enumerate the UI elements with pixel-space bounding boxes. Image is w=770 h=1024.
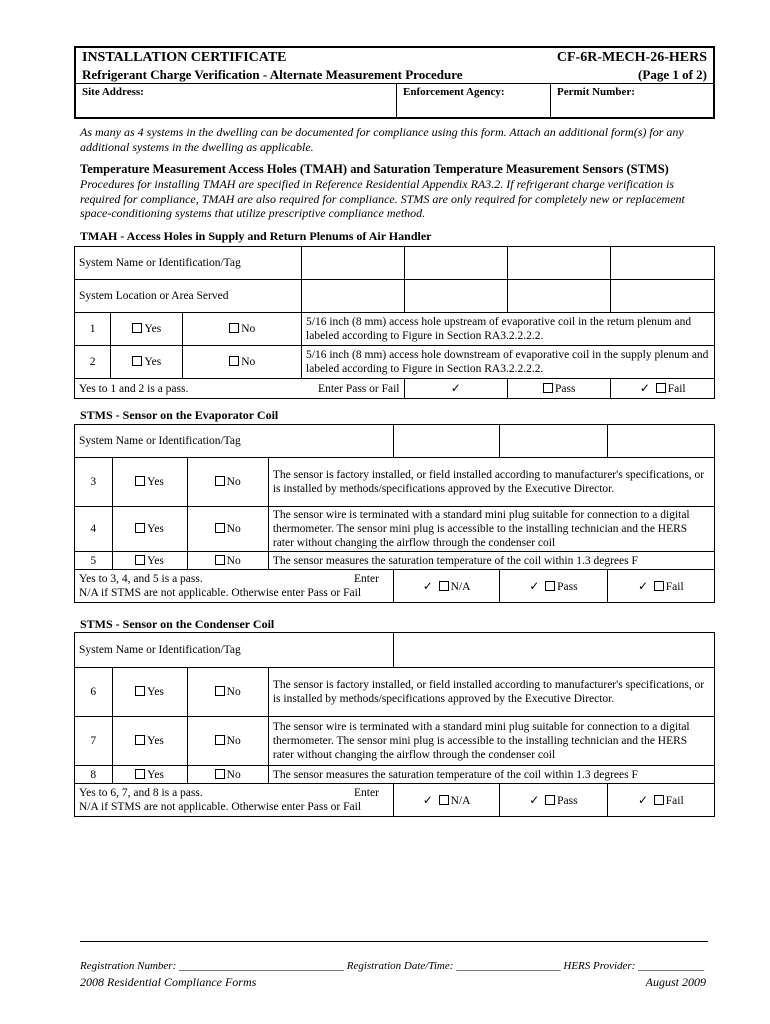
yes-checkbox[interactable]: Yes	[112, 668, 187, 717]
tmah-heading: Temperature Measurement Access Holes (TMAH) and Saturation Temperature Measurement Sensors (STMS)	[80, 162, 669, 176]
system-name-input[interactable]	[404, 247, 507, 280]
system-location-input[interactable]	[404, 280, 507, 313]
pass-checkbox[interactable]: ✓ Pass	[500, 784, 607, 817]
enter-label: Enter	[354, 787, 379, 799]
requirement-text: The sensor wire is terminated with a standard mini plug suitable for connection to a digital thermometer. The sensor mini plug is accessible to the installing technician and the HERS rater without changing the airflow through the condenser coil	[268, 507, 714, 552]
system-name-input[interactable]	[607, 425, 714, 458]
tmah-procedure: Procedures for installing TMAH are specified in Reference Residential Appendix RA3.2. If refrigerant charge verification is required for compliance, TMAH are also required for compliance. STMS are only required for completely new or replacement space-conditioning systems that utilize prescriptive compliance method.	[80, 177, 685, 220]
check-icon: ✓	[422, 792, 433, 807]
yes-checkbox[interactable]: Yes	[112, 552, 187, 570]
pass-checkbox[interactable]: Pass	[507, 379, 610, 399]
section2-title: STMS - Sensor on the Evaporator Coil	[80, 408, 279, 422]
system-location-label: System Location or Area Served	[75, 280, 302, 313]
fail-checkbox[interactable]: ✓ Fail	[611, 379, 715, 399]
enter-pass-fail-label: Enter Pass or Fail	[302, 379, 404, 399]
row-number: 2	[75, 346, 111, 379]
row-number: 1	[75, 313, 111, 346]
requirement-text: The sensor is factory installed, or field installed according to manufacturer's specifications, or is installed by methods/specifications approved by the Executive Director.	[268, 668, 714, 717]
permit-number-field[interactable]: Permit Number:	[557, 86, 635, 98]
system-name-label: System Name or Identification/Tag	[75, 425, 269, 458]
check-icon: ✓	[637, 578, 649, 593]
yes-checkbox[interactable]: Yes	[112, 766, 187, 784]
no-checkbox[interactable]: No	[183, 346, 302, 379]
footer-divider	[80, 941, 708, 942]
check-icon: ✓	[529, 792, 540, 807]
fail-checkbox[interactable]: ✓ Fail	[607, 570, 714, 603]
na-rule: N/A if STMS are not applicable. Otherwise enter Pass or Fail	[79, 801, 362, 813]
form-title: INSTALLATION CERTIFICATE	[82, 50, 287, 65]
site-address-field[interactable]: Site Address:	[82, 86, 144, 98]
system-name-label: System Name or Identification/Tag	[75, 633, 394, 668]
row-number: 6	[75, 668, 113, 717]
yes-checkbox[interactable]: Yes	[112, 458, 187, 507]
pass-rule-cell	[75, 570, 394, 603]
no-checkbox[interactable]: No	[183, 313, 302, 346]
section1-title: TMAH - Access Holes in Supply and Return Plenums of Air Handler	[80, 229, 432, 243]
system-name-input[interactable]	[607, 633, 714, 668]
requirement-text: 5/16 inch (8 mm) access hole downstream of evaporative coil in the supply plenum and labeled according to Figure in Section RA3.2.2.2.2.	[302, 346, 715, 379]
pass-rule: Yes to 6, 7, and 8 is a pass.	[79, 787, 203, 799]
requirement-text: The sensor measures the saturation temperature of the coil within 1.3 degrees F	[268, 552, 714, 570]
row-number: 3	[75, 458, 113, 507]
pass-rule-cell	[75, 784, 394, 817]
condenser-table	[74, 632, 715, 817]
intro-text: As many as 4 systems in the dwelling can be documented for compliance using this form. Attach an additional form(s) for any additional systems in the dwelling as applicable.	[80, 125, 684, 154]
no-checkbox[interactable]: No	[187, 458, 268, 507]
requirement-text: The sensor is factory installed, or field installed according to manufacturer's specifications, or is installed by methods/specifications approved by the Executive Director.	[268, 458, 714, 507]
no-checkbox[interactable]: No	[187, 668, 268, 717]
row-number: 8	[75, 766, 113, 784]
enforcement-agency-field[interactable]: Enforcement Agency:	[403, 86, 505, 98]
row-number: 5	[75, 552, 113, 570]
check-icon: ✓	[422, 578, 433, 593]
requirement-text: The sensor wire is terminated with a standard mini plug suitable for connection to a digital thermometer. The sensor mini plug is accessible to the installing technician and the HERS rater without changing the airflow through the condenser coil	[268, 717, 714, 766]
check-icon: ✓	[637, 792, 649, 807]
no-checkbox[interactable]: No	[187, 552, 268, 570]
system-location-input[interactable]	[611, 280, 715, 313]
no-checkbox[interactable]: No	[187, 717, 268, 766]
system-name-input[interactable]	[393, 425, 499, 458]
system-name-input[interactable]	[500, 425, 607, 458]
evaporator-table	[74, 424, 715, 603]
yes-checkbox[interactable]: Yes	[111, 346, 183, 379]
check-icon: ✓	[450, 381, 461, 395]
na-checkbox[interactable]: ✓ N/A	[393, 570, 499, 603]
requirement-text: 5/16 inch (8 mm) access hole upstream of evaporative coil in the return plenum and labeled according to Figure in Section RA3.2.2.2.2.	[302, 313, 715, 346]
na-rule: N/A if STMS are not applicable. Otherwise enter Pass or Fail	[79, 587, 362, 599]
fail-checkbox[interactable]: ✓ Fail	[607, 784, 714, 817]
yes-checkbox[interactable]: Yes	[112, 507, 187, 552]
na-checkbox[interactable]: ✓ N/A	[393, 784, 499, 817]
certificate-header	[74, 46, 715, 119]
system-location-input[interactable]	[507, 280, 610, 313]
no-checkbox[interactable]: No	[187, 507, 268, 552]
tmah-table	[74, 246, 715, 399]
footer-date: August 2009	[645, 975, 706, 989]
form-id: CF-6R-MECH-26-HERS	[556, 50, 707, 65]
form-subtitle: Refrigerant Charge Verification - Alternate Measurement Procedure	[82, 67, 463, 82]
check-icon: ✓	[529, 578, 540, 593]
pass-checkbox[interactable]: ✓ Pass	[500, 570, 607, 603]
pass-rule: Yes to 3, 4, and 5 is a pass.	[79, 573, 203, 585]
enter-label: Enter	[354, 573, 379, 585]
system-location-input[interactable]	[302, 280, 404, 313]
footer-left: 2008 Residential Compliance Forms	[80, 975, 257, 989]
blank-cell	[404, 379, 507, 399]
registration-line: Registration Number: ______________________________ Registration Date/Time: ___________________ HERS Provider: ____________	[80, 960, 705, 972]
system-name-input[interactable]	[507, 247, 610, 280]
row-number: 4	[75, 507, 113, 552]
system-name-input[interactable]	[393, 633, 499, 668]
yes-checkbox[interactable]: Yes	[112, 717, 187, 766]
no-checkbox[interactable]: No	[187, 766, 268, 784]
pass-rule: Yes to 1 and 2 is a pass.	[75, 379, 302, 399]
system-name-input[interactable]	[302, 247, 404, 280]
row-number: 7	[75, 717, 113, 766]
requirement-text: The sensor measures the saturation temperature of the coil within 1.3 degrees F	[268, 766, 714, 784]
check-icon: ✓	[639, 381, 650, 395]
section3-title: STMS - Sensor on the Condenser Coil	[80, 617, 275, 631]
page-number: (Page 1 of 2)	[638, 67, 707, 82]
system-name-input[interactable]	[611, 247, 715, 280]
system-name-label: System Name or Identification/Tag	[75, 247, 302, 280]
yes-checkbox[interactable]: Yes	[111, 313, 183, 346]
system-name-input[interactable]	[500, 633, 607, 668]
